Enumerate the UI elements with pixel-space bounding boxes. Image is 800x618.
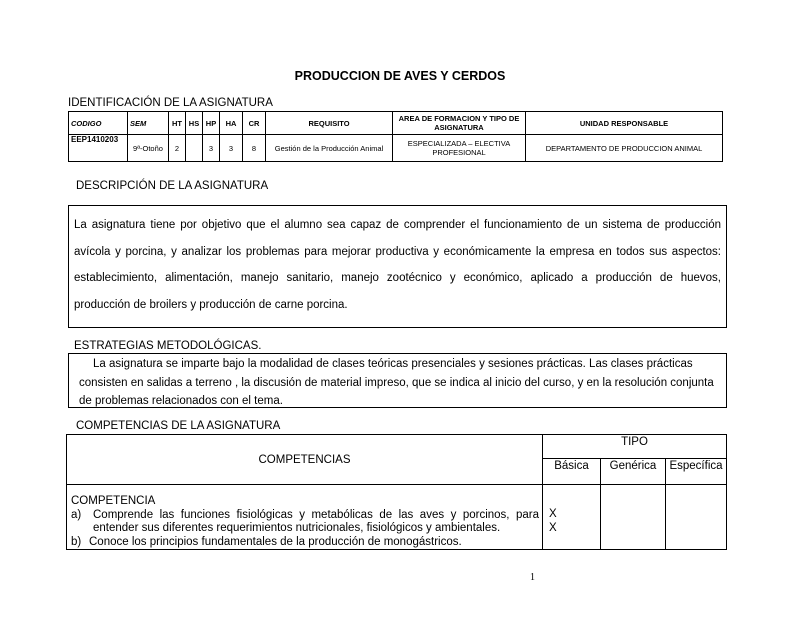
generica-cell <box>601 485 666 550</box>
header-unidad: UNIDAD RESPONSABLE <box>526 112 723 135</box>
header-especifica: Específica <box>666 459 727 485</box>
competencias-row <box>67 485 727 550</box>
competencia-label: COMPETENCIA <box>71 495 156 507</box>
value-requisito: Gestión de la Producción Animal <box>266 135 393 162</box>
value-unidad: DEPARTAMENTO DE PRODUCCION ANIMAL <box>526 135 723 162</box>
descripcion-heading: DESCRIPCIÓN DE LA ASIGNATURA <box>76 180 269 192</box>
value-area: ESPECIALIZADA – ELECTIVA PROFESIONAL <box>393 135 526 162</box>
estrategias-heading: ESTRATEGIAS METODOLÓGICAS. <box>74 340 262 352</box>
value-hs <box>186 135 203 162</box>
identificacion-heading: IDENTIFICACIÓN DE LA ASIGNATURA <box>68 97 273 109</box>
header-requisito: REQUISITO <box>266 112 393 135</box>
identificacion-data-row <box>69 135 723 162</box>
header-codigo: CODIGO <box>69 112 128 135</box>
value-codigo: EEP1410203 <box>69 135 128 162</box>
header-sem: SEM <box>128 112 169 135</box>
competencia-item-a: a) Comprende las funciones fisiológicas y metabólicas de las aves y porcinos, para entender sus diferentes requerimientos nutricionales, fisiológicos y ambientales. <box>71 508 539 534</box>
identificacion-table <box>68 111 723 162</box>
basica-mark-b: X <box>549 521 557 534</box>
header-generica: Genérica <box>601 459 666 485</box>
header-cr: CR <box>243 112 266 135</box>
value-ht: 2 <box>169 135 186 162</box>
value-hp: 3 <box>203 135 220 162</box>
estrategias-box <box>68 353 727 408</box>
basica-cell <box>543 485 601 550</box>
identificacion-header-row <box>69 112 723 135</box>
descripcion-box: La asignatura tiene por objetivo que el alumno sea capaz de comprender el funcionamiento de un sistema de producción avícola y porcina, y analizar los problemas para mejorar productiva y económicamente la empresa en todos sus aspectos: establecimiento, alimentación, manejo sanitario, manejo zootécnico y económico, aplicado a producción de huevos, producción de broilers y producción de carne porcina. <box>68 205 727 328</box>
header-hp: HP <box>203 112 220 135</box>
header-hs: HS <box>186 112 203 135</box>
page-title: PRODUCCION DE AVES Y CERDOS <box>294 69 506 83</box>
competencias-table <box>66 434 727 550</box>
page-number: 1 <box>530 572 535 583</box>
value-sem: 9ª-Otoño <box>128 135 169 162</box>
estrategias-text: La asignatura se imparte bajo la modalidad de clases teóricas presenciales y sesiones prácticas. Las clases prácticas consisten en salidas a terreno , la discusión de material impreso, que se indica al inicio del curso, y en la resolución conjunta de problemas relacionados con el tema. <box>79 358 714 407</box>
especifica-cell <box>666 485 727 550</box>
basica-mark-a: X <box>549 508 557 520</box>
header-basica: Básica <box>543 459 601 485</box>
header-ha: HA <box>220 112 243 135</box>
value-ha: 3 <box>220 135 243 162</box>
value-cr: 8 <box>243 135 266 162</box>
header-competencias: COMPETENCIAS <box>67 435 543 485</box>
header-area: AREA DE FORMACION Y TIPO DE ASIGNATURA <box>393 112 526 135</box>
header-ht: HT <box>169 112 186 135</box>
competencia-item-b: b) Conoce los principios fundamentales de la producción de monogástricos. <box>71 535 462 548</box>
competencias-heading: COMPETENCIAS DE LA ASIGNATURA <box>76 420 281 432</box>
header-tipo: TIPO <box>543 435 727 459</box>
